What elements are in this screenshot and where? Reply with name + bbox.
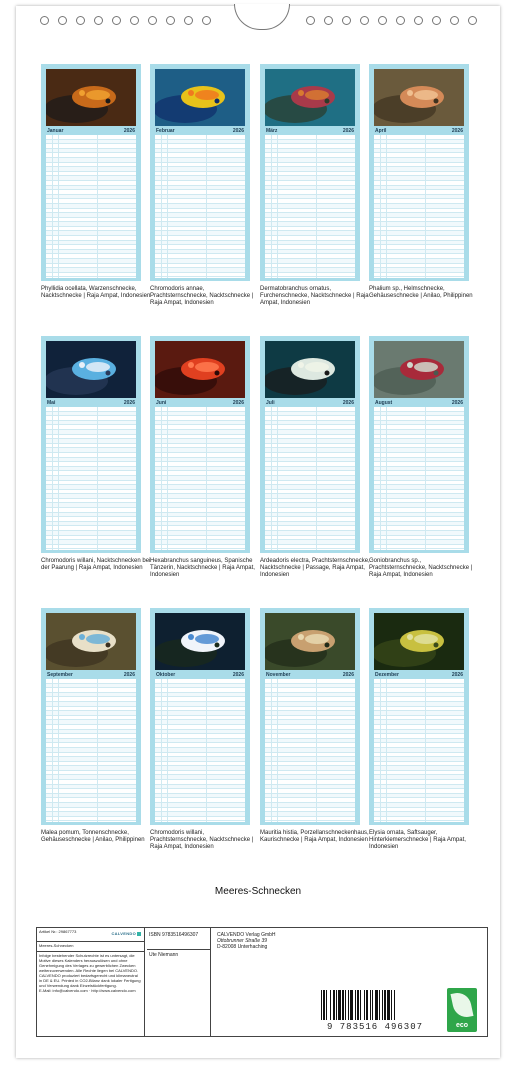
grid-divider (425, 135, 426, 278)
binding-hole (148, 16, 157, 25)
month-header (46, 399, 136, 407)
month-frame (41, 64, 141, 281)
month-name: November (266, 672, 291, 678)
day-row (265, 273, 355, 278)
month-year: 2026 (123, 128, 135, 134)
product-name: Meeres-Schnecken (39, 943, 74, 948)
month-caption: Chromodoris annae, Prachtsternschnecke, Nacktschnecke | Raja Ampat, Indonesien (150, 286, 254, 306)
month-photo (374, 341, 464, 398)
grid-divider (277, 135, 278, 278)
grid-divider (167, 135, 168, 278)
day-row (374, 273, 464, 278)
grid-divider (380, 679, 381, 822)
month-photo (265, 341, 355, 398)
month-header (374, 671, 464, 679)
binding-hole (94, 16, 103, 25)
footer-info-column (37, 928, 145, 1036)
day-grid (155, 407, 245, 550)
month-header (265, 399, 355, 407)
grid-divider (277, 679, 278, 822)
month-header (155, 671, 245, 679)
month-caption: Goniobranchus sp., Prachtsternschnecke, Nacktschnecke | Raja Ampat, Indonesien (369, 558, 473, 578)
month-name: August (375, 400, 393, 406)
binding-hole (130, 16, 139, 25)
binding-hole (342, 16, 351, 25)
publisher-name: CALVENDO Verlag GmbH (217, 932, 276, 938)
month-name: März (266, 128, 278, 134)
article-number: Artikel Nr.: 29867773 (39, 929, 77, 934)
month-photo (46, 341, 136, 398)
eco-badge (447, 988, 477, 1032)
binding-hole (184, 16, 193, 25)
leaf-icon (450, 990, 473, 1019)
day-row (265, 545, 355, 550)
grid-divider (58, 135, 59, 278)
calendar-title: Meeres-Schnecken (214, 886, 302, 897)
publisher-address (217, 932, 276, 950)
month-frame (150, 608, 250, 825)
month-header (374, 399, 464, 407)
binding-hole (166, 16, 175, 25)
grid-divider (386, 407, 387, 550)
grid-divider (206, 679, 207, 822)
binding-hole (324, 16, 333, 25)
month-caption: Chromodoris willani, Prachtsternschnecke, Nacktschnecke | Raja Ampat, Indonesien (150, 830, 254, 850)
binding-hole (306, 16, 315, 25)
month-year: 2026 (451, 672, 463, 678)
month-year: 2026 (451, 400, 463, 406)
month-photo (155, 69, 245, 126)
month-photo (46, 69, 136, 126)
grid-divider (58, 407, 59, 550)
day-row (46, 273, 136, 278)
day-grid (374, 407, 464, 550)
month-name: Juni (156, 400, 167, 406)
month-year: 2026 (232, 400, 244, 406)
month-frame (369, 608, 469, 825)
grid-divider (161, 407, 162, 550)
day-grid (46, 407, 136, 550)
month-frame (41, 608, 141, 825)
contact-email: E-Mail: info@calvendo.com · http://www.calvendo.com (39, 988, 136, 993)
grid-divider (97, 407, 98, 550)
day-grid (265, 679, 355, 822)
grid-divider (206, 407, 207, 550)
binding-hole (396, 16, 405, 25)
footer-publisher-column (215, 928, 487, 1036)
binding-hole (76, 16, 85, 25)
grid-divider (277, 407, 278, 550)
grid-divider (206, 135, 207, 278)
month-header (265, 127, 355, 135)
month-header (265, 671, 355, 679)
month-caption: Chromodoris willani, Nacktschnecken bei der Paarung | Raja Ampat, Indonesien (41, 558, 151, 571)
month-caption: Elysia ornata, Saftsauger, Hinterkiemerschnecke | Raja Ampat, Indonesien (369, 830, 466, 850)
author-name: Ute Niemann (147, 949, 211, 960)
month-frame (150, 64, 250, 281)
month-photo (155, 341, 245, 398)
month-photo (155, 613, 245, 670)
grid-divider (58, 679, 59, 822)
binding-hole (432, 16, 441, 25)
grid-divider (386, 679, 387, 822)
month-name: Februar (156, 128, 175, 134)
month-frame (260, 336, 360, 553)
publisher-street: Ottobrunner Straße 39 (217, 938, 268, 944)
month-frame (369, 336, 469, 553)
grid-divider (380, 135, 381, 278)
day-row (155, 273, 245, 278)
month-frame (369, 64, 469, 281)
binding-hole (40, 16, 49, 25)
grid-divider (52, 679, 53, 822)
grid-divider (271, 135, 272, 278)
month-header (46, 127, 136, 135)
month-name: Dezember (375, 672, 399, 678)
month-photo (265, 613, 355, 670)
month-photo (374, 69, 464, 126)
month-caption: Phyllidia ocellata, Warzenschnecke, Nacktschnecke | Raja Ampat, Indonesien (41, 286, 151, 299)
month-header (155, 127, 245, 135)
month-name: Mai (47, 400, 56, 406)
binding-hole (378, 16, 387, 25)
month-year: 2026 (232, 128, 244, 134)
grid-divider (271, 679, 272, 822)
grid-divider (52, 407, 53, 550)
barcode (315, 990, 435, 1030)
month-name: April (375, 128, 387, 134)
grid-divider (97, 679, 98, 822)
month-photo (265, 69, 355, 126)
eco-label: eco (455, 1022, 469, 1029)
day-grid (265, 407, 355, 550)
month-caption: Hexabranchus sanguineus, Spanische Tänzerin, Nacktschnecke | Raja Ampat, Indonesien (150, 558, 255, 578)
month-year: 2026 (342, 672, 354, 678)
grid-divider (52, 135, 53, 278)
month-name: September (47, 672, 73, 678)
grid-divider (380, 407, 381, 550)
day-grid (265, 135, 355, 278)
product-name-cell (37, 942, 144, 952)
grid-divider (167, 679, 168, 822)
month-caption: Dermatobranchus ornatus, Furchenschnecke, Nacktschnecke | Raja Ampat, Indonesien (260, 286, 369, 306)
legal-text-cell (37, 952, 144, 1036)
grid-divider (316, 407, 317, 550)
day-grid (374, 679, 464, 822)
publisher-city: D-82008 Unterhaching (217, 944, 268, 950)
month-frame (150, 336, 250, 553)
binding-hole (58, 16, 67, 25)
binding-hole (112, 16, 121, 25)
footer-isbn-column (147, 928, 211, 1036)
grid-divider (316, 679, 317, 822)
day-grid (155, 679, 245, 822)
month-name: Oktober (156, 672, 176, 678)
month-year: 2026 (123, 672, 135, 678)
month-name: Januar (47, 128, 64, 134)
article-number-cell (37, 928, 144, 942)
binding-hole (468, 16, 477, 25)
legal-description: Infolge bestehender Schutzrechte ist es untersagt, die Motive dieses Kalenders herauszulösen und ohne Genehmigung des Verlages zu gewerblichen Zwecken weiterzuverwenden. Alle Rechte liegen bei CALVENDO. CALVENDO produziert bedarfsgerecht und klimaneutral in DE & EU. Printed in CO2-Bilanz dank lokaler Fertigung und Verwendung dank Einzelstückfertigung. (39, 953, 141, 988)
month-year: 2026 (123, 400, 135, 406)
day-row (374, 545, 464, 550)
month-caption: Ardeadoris electra, Prachtsternschnecke, Nacktschnecke | Passage, Raja Ampat, Indonesien (260, 558, 370, 578)
grid-divider (386, 135, 387, 278)
month-photo (46, 613, 136, 670)
month-header (374, 127, 464, 135)
day-grid (46, 679, 136, 822)
day-row (155, 817, 245, 822)
month-name: Juli (266, 400, 275, 406)
binding-hole (202, 16, 211, 25)
barcode-number: 9 783516 496307 (315, 1024, 435, 1030)
month-year: 2026 (342, 128, 354, 134)
day-row (265, 817, 355, 822)
grid-divider (271, 407, 272, 550)
grid-divider (167, 407, 168, 550)
binding-hole (360, 16, 369, 25)
month-frame (260, 64, 360, 281)
product-footer (36, 927, 488, 1037)
binding-hole (450, 16, 459, 25)
day-grid (374, 135, 464, 278)
month-year: 2026 (232, 672, 244, 678)
month-caption: Malea pomum, Tonnenschnecke, Gehäuseschnecke | Anilao, Philippinen (41, 830, 145, 843)
day-row (374, 817, 464, 822)
calvendo-logo: CALVENDO (111, 931, 141, 936)
day-grid (46, 135, 136, 278)
grid-divider (97, 135, 98, 278)
grid-divider (425, 407, 426, 550)
grid-divider (161, 135, 162, 278)
month-frame (260, 608, 360, 825)
isbn: ISBN 9783516496307 (149, 932, 199, 938)
grid-divider (425, 679, 426, 822)
month-caption: Mauritia histia, Porzellanschneckenhaus, Kaurischnecke | Raja Ampat, Indonesien (260, 830, 369, 843)
month-year: 2026 (342, 400, 354, 406)
month-header (155, 399, 245, 407)
day-row (46, 545, 136, 550)
day-grid (155, 135, 245, 278)
month-frame (41, 336, 141, 553)
month-photo (374, 613, 464, 670)
month-header (46, 671, 136, 679)
calendar-page (16, 6, 500, 1058)
month-year: 2026 (451, 128, 463, 134)
grid-divider (316, 135, 317, 278)
day-row (155, 545, 245, 550)
grid-divider (161, 679, 162, 822)
day-row (46, 817, 136, 822)
binding-hole (414, 16, 423, 25)
month-caption: Phalium sp., Helmschnecke, Gehäuseschnecke | Anilao, Philippinen (369, 286, 473, 299)
